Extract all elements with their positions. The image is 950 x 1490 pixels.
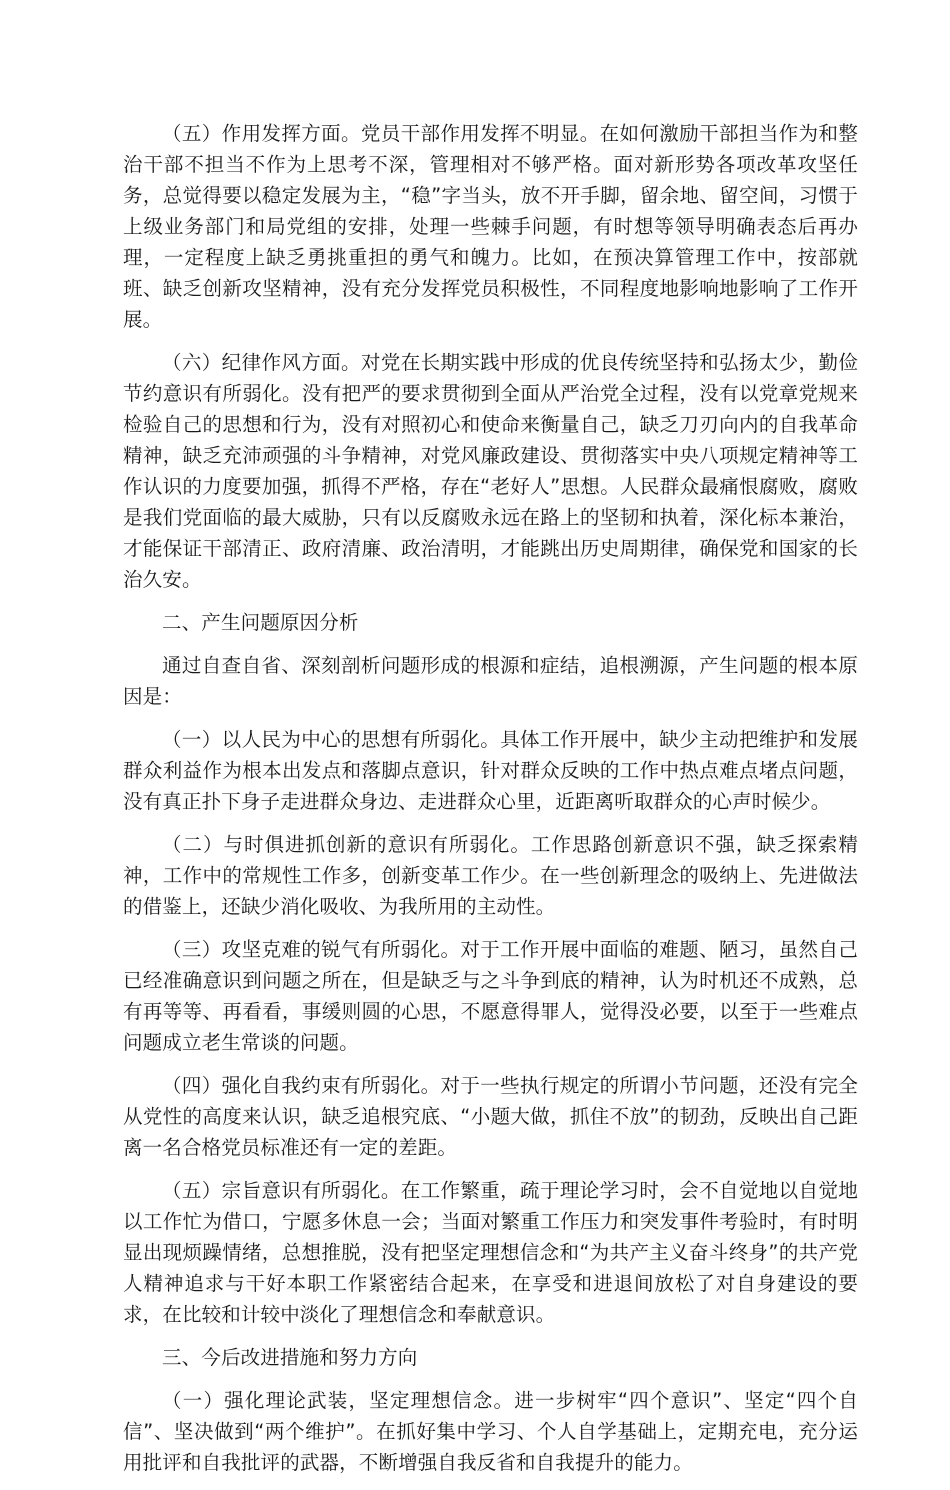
paragraph-causes-intro: 通过自查自省、深刻剖析问题形成的根源和症结，追根溯源，产生问题的根本原因是：: [123, 654, 858, 708]
paragraph-discipline-style: （六）纪律作风方面。对党在长期实践中形成的优良传统坚持和弘扬太少，勤俭节约意识有所弱化。没有把严的要求贯彻到全面从严治党全过程，没有以党章党规来检验自己的思想和行为，没有对照初心和使命来衡量自己，缺乏刀刃向内的自我革命精神，缺乏充沛顽强的斗争精神，对党风廉政建设、贯彻落实中央八项规定精神等工作认识的力度要加强，抓得不严格，存在“老好人”思想。人民群众最痛恨腐败，腐败是我们党面临的最大威胁，只有以反腐败永远在路上的坚韧和执着，深化标本兼治，才能保证干部清正、政府清廉、政治清明，才能跳出历史周期律，确保党和国家的长治久安。: [123, 351, 858, 591]
document-page: [123, 118, 858, 1490]
paragraph-measure-theory: （一）强化理论武装，坚定理想信念。进一步树牢“四个意识”、坚定“四个自信”、坚决做到“两个维护”。在抓好集中学习、个人自学基础上，定期充电，充分运用批评和自我批评的武器，不断增强自我反省和自我提升的能力。: [123, 1389, 858, 1474]
section-heading-causes: 二、产生问题原因分析: [162, 611, 359, 634]
section-heading-measures: 三、今后改进措施和努力方向: [162, 1346, 418, 1369]
paragraph-cause-innovation: （二）与时俱进抓创新的意识有所弱化。工作思路创新意识不强，缺乏探索精神，工作中的常规性工作多，创新变革工作少。在一些创新理念的吸纳上、先进做法的借鉴上，还缺少消化吸收、为我所用的主动性。: [123, 833, 858, 918]
paragraph-cause-purpose-awareness: （五）宗旨意识有所弱化。在工作繁重，疏于理论学习时，会不自觉地以自觉地以工作忙为借口，宁愿多休息一会；当面对繁重工作压力和突发事件考验时，有时明显出现烦躁情绪，总想推脱，没有把坚定理想信念和“为共产主义奋斗终身”的共产党人精神追求与干好本职工作紧密结合起来，在享受和进退间放松了对自身建设的要求，在比较和计较中淡化了理想信念和奉献意识。: [123, 1179, 858, 1326]
paragraph-cause-people-centered: （一）以人民为中心的思想有所弱化。具体工作开展中，缺少主动把维护和发展群众利益作为根本出发点和落脚点意识，针对群众反映的工作中热点难点堵点问题，没有真正扑下身子走进群众身边、走进群众心里，近距离听取群众的心声时候少。: [123, 728, 858, 813]
paragraph-role-performance: （五）作用发挥方面。党员干部作用发挥不明显。在如何激励干部担当作为和整治干部不担当不作为上思考不深，管理相对不够严格。面对新形势各项改革攻坚任务，总觉得要以稳定发展为主，“稳”字当头，放不开手脚，留余地、留空间，习惯于上级业务部门和局党组的安排，处理一些棘手问题，有时想等领导明确表态后再办理，一定程度上缺乏勇挑重担的勇气和魄力。比如，在预决算管理工作中，按部就班、缺乏创新攻坚精神，没有充分发挥党员积极性，不同程度地影响地影响了工作开展。: [123, 122, 858, 331]
paragraph-cause-tackling-difficulties: （三）攻坚克难的锐气有所弱化。对于工作开展中面临的难题、陋习，虽然自己已经准确意识到问题之所在，但是缺乏与之斗争到底的精神，认为时机还不成熟，总有再等等、再看看，事缓则圆的心思，不愿意得罪人，觉得没必要，以至于一些难点问题成立老生常谈的问题。: [123, 938, 858, 1054]
paragraph-cause-self-discipline: （四）强化自我约束有所弱化。对于一些执行规定的所谓小节问题，还没有完全从党性的高度来认识，缺乏追根究底、“小题大做，抓住不放”的韧劲，反映出自己距离一名合格党员标准还有一定的差距。: [123, 1074, 858, 1159]
